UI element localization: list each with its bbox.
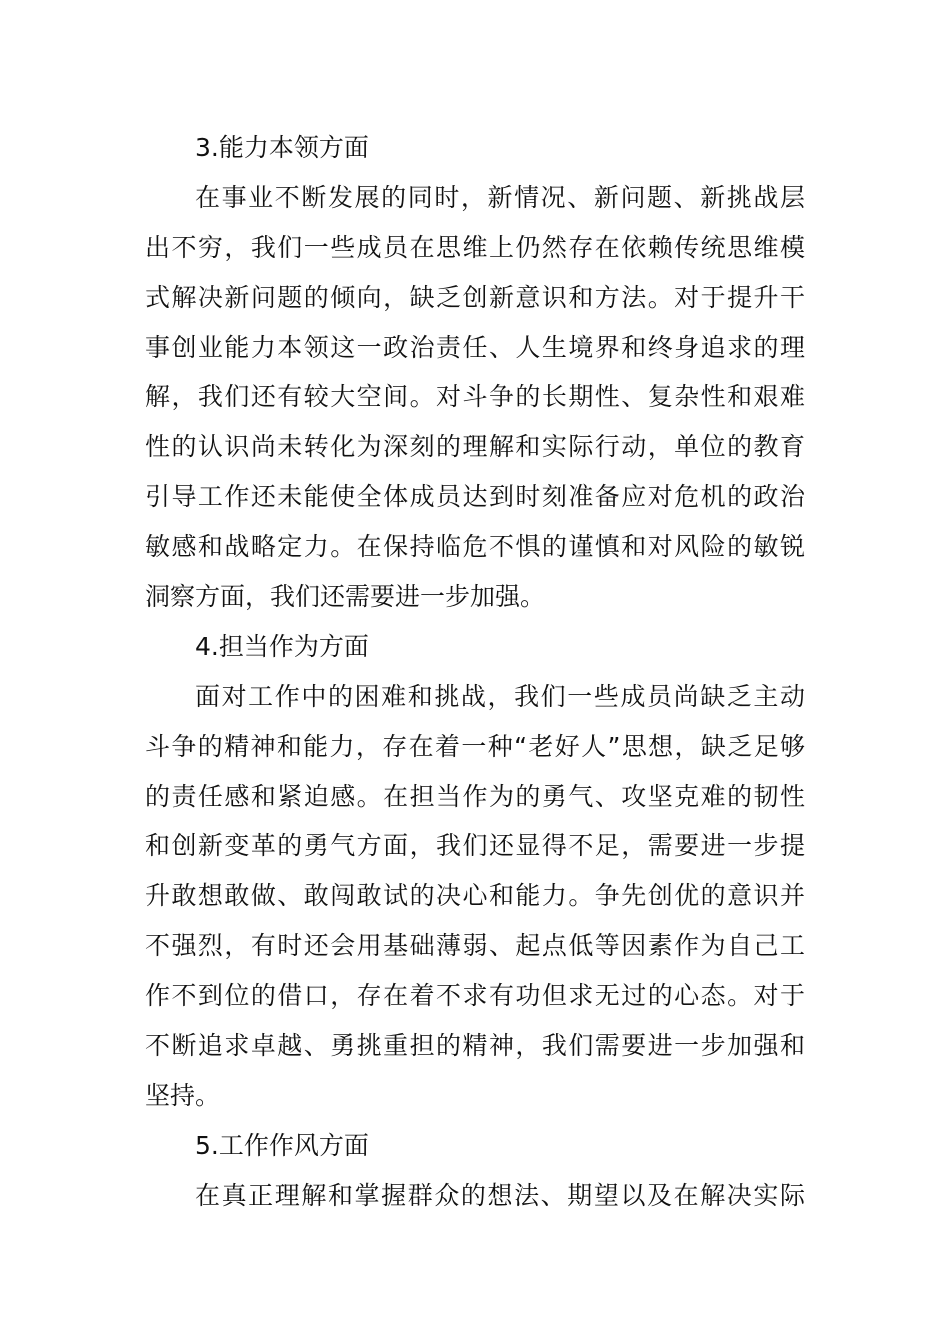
paragraph-line: 斗争的精神和能力，存在着一种“老好人”思想，缺乏足够 <box>145 731 805 761</box>
section-heading: 5.工作作风方面 <box>195 1130 369 1160</box>
paragraph-line: 事创业能力本领这一政治责任、人生境界和终身追求的理 <box>145 332 805 362</box>
paragraph-line: 敏感和战略定力。在保持临危不惧的谨慎和对风险的敏锐 <box>145 532 805 562</box>
paragraph-line: 坚持。 <box>145 1080 221 1110</box>
paragraph-line: 洞察方面，我们还需要进一步加强。 <box>145 582 546 612</box>
paragraph-line: 面对工作中的困难和挑战，我们一些成员尚缺乏主动 <box>195 681 805 711</box>
paragraph-line: 的责任感和紧迫感。在担当作为的勇气、攻坚克难的韧性 <box>145 781 805 811</box>
paragraph-line: 在事业不断发展的同时，新情况、新问题、新挑战层 <box>195 182 805 212</box>
section-heading: 3.能力本领方面 <box>195 133 369 162</box>
paragraph-line: 升敢想敢做、敢闯敢试的决心和能力。争先创优的意识并 <box>145 881 805 911</box>
paragraph-line: 在真正理解和掌握群众的想法、期望以及在解决实际 <box>195 1180 805 1210</box>
section-heading: 4.担当作为方面 <box>195 631 369 661</box>
paragraph-line: 作不到位的借口，存在着不求有功但求无过的心态。对于 <box>145 981 805 1011</box>
paragraph-line: 不断追求卓越、勇挑重担的精神，我们需要进一步加强和 <box>145 1031 805 1061</box>
paragraph-line: 式解决新问题的倾向，缺乏创新意识和方法。对于提升干 <box>145 282 805 312</box>
paragraph-line: 和创新变革的勇气方面，我们还显得不足，需要进一步提 <box>145 831 805 861</box>
paragraph-line: 解，我们还有较大空间。对斗争的长期性、复杂性和艰难 <box>145 382 805 412</box>
paragraph-line: 引导工作还未能使全体成员达到时刻准备应对危机的政治 <box>145 482 805 512</box>
paragraph-line: 不强烈，有时还会用基础薄弱、起点低等因素作为自己工 <box>145 931 805 961</box>
paragraph-line: 性的认识尚未转化为深刻的理解和实际行动，单位的教育 <box>145 432 805 462</box>
document-page <box>145 123 805 1221</box>
paragraph-line: 出不穷，我们一些成员在思维上仍然存在依赖传统思维模 <box>145 232 805 262</box>
